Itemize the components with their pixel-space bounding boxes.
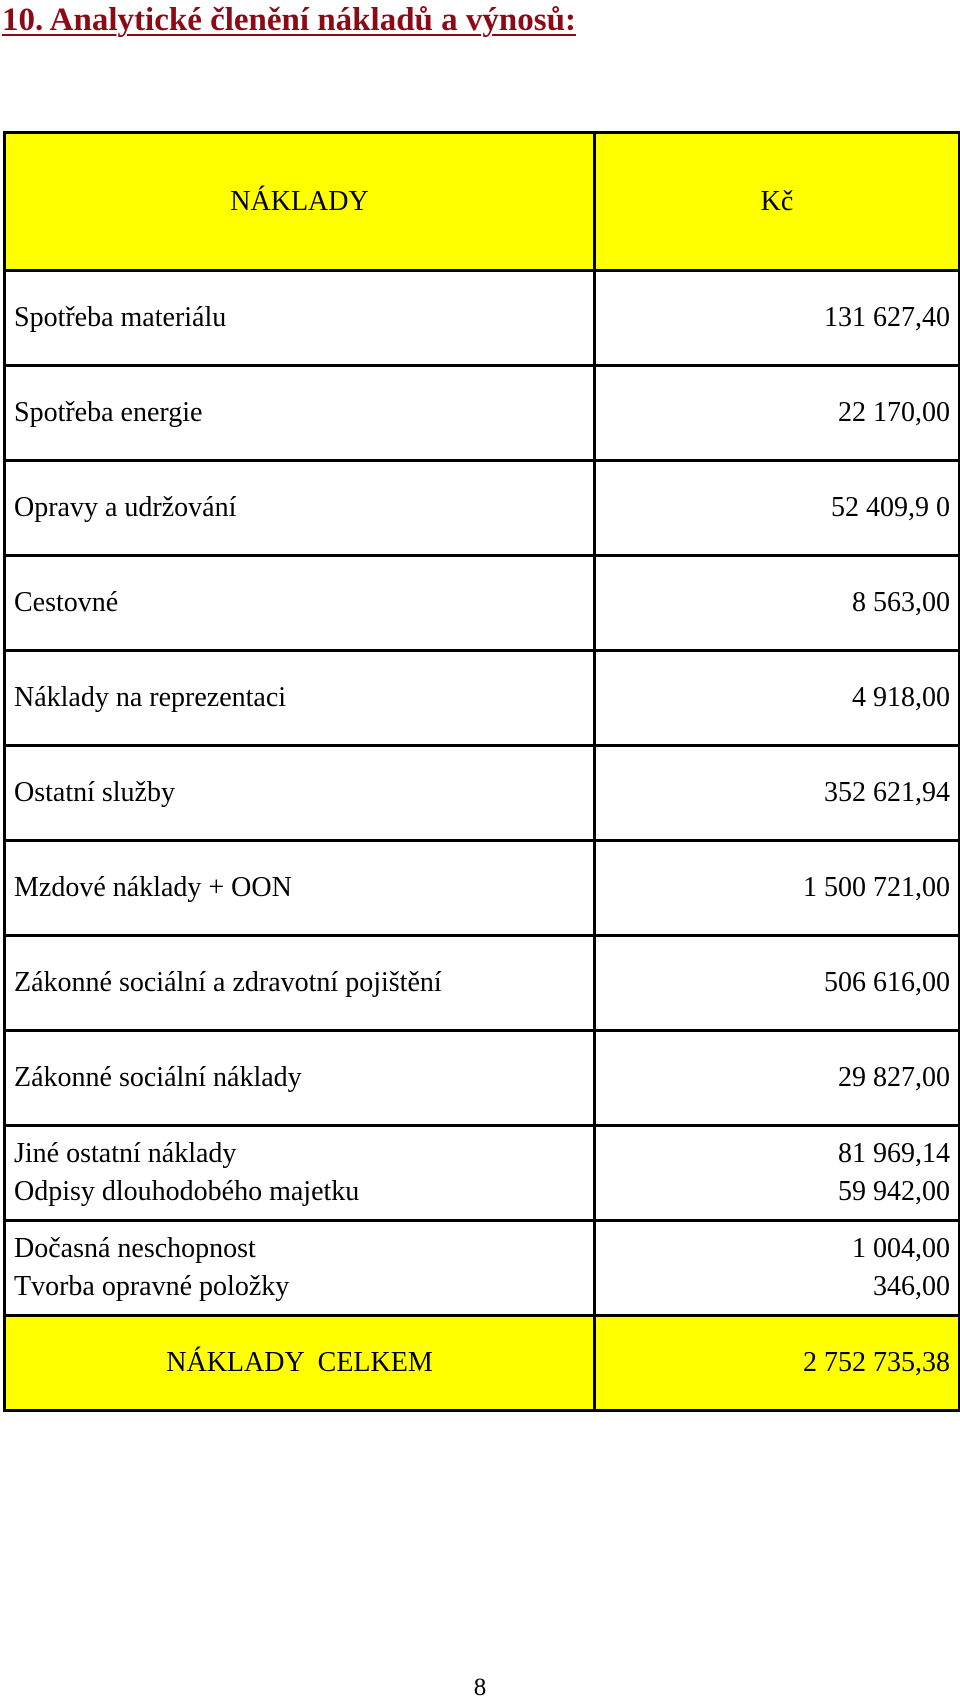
- table-row: [5, 271, 960, 366]
- table-row: [5, 1031, 960, 1126]
- row-amount: 4 918,00: [595, 651, 960, 746]
- table-row: [5, 651, 960, 746]
- row-amount: 1 500 721,00: [595, 841, 960, 936]
- table-row: [5, 1221, 960, 1316]
- row-label: Zákonné sociální náklady: [5, 1031, 595, 1126]
- row-amount: 52 409,9 0: [595, 461, 960, 556]
- row-amount: 8 563,00: [595, 556, 960, 651]
- table-row: [5, 366, 960, 461]
- total-label: NÁKLADY CELKEM: [5, 1316, 595, 1411]
- row-amount: 131 627,40: [595, 271, 960, 366]
- table-row: [5, 936, 960, 1031]
- row-label: Spotřeba materiálu: [5, 271, 595, 366]
- row-amount: 29 827,00: [595, 1031, 960, 1126]
- row-amount: 81 969,14: [838, 1138, 950, 1169]
- row-label-group: [5, 1221, 595, 1316]
- row-amount-group: [595, 1221, 960, 1316]
- page-number: 8: [473, 1674, 487, 1701]
- row-amount-group: [595, 1126, 960, 1221]
- row-amount: 506 616,00: [595, 936, 960, 1031]
- row-label-secondary: Tvorba opravné položky: [14, 1271, 290, 1302]
- table-row: [5, 746, 960, 841]
- page-heading: 10. Analytické členění nákladů a výnosů:: [2, 2, 576, 38]
- row-label: Cestovné: [5, 556, 595, 651]
- total-amount: 2 752 735,38: [595, 1316, 960, 1411]
- costs-table: [3, 131, 960, 1412]
- row-label: Ostatní služby: [5, 746, 595, 841]
- row-label: Opravy a udržování: [5, 461, 595, 556]
- row-label: Spotřeba energie: [5, 366, 595, 461]
- header-costs-label: NÁKLADY: [5, 133, 595, 271]
- table-header-row: [5, 133, 960, 271]
- row-label: Jiné ostatní náklady: [14, 1138, 237, 1169]
- table-row: [5, 556, 960, 651]
- row-label-group: [5, 1126, 595, 1221]
- row-label: Náklady na reprezentaci: [5, 651, 595, 746]
- row-label: Mzdové náklady + OON: [5, 841, 595, 936]
- row-label-secondary: Odpisy dlouhodobého majetku: [14, 1176, 360, 1207]
- row-label: Dočasná neschopnost: [14, 1233, 256, 1264]
- total-row: [5, 1316, 960, 1411]
- row-amount: 1 004,00: [852, 1233, 950, 1264]
- header-currency-label: Kč: [595, 133, 960, 271]
- row-amount: 352 621,94: [595, 746, 960, 841]
- table-row: [5, 461, 960, 556]
- row-label: Zákonné sociální a zdravotní pojištění: [5, 936, 595, 1031]
- row-amount-secondary: 346,00: [873, 1271, 950, 1302]
- row-amount-secondary: 59 942,00: [838, 1176, 950, 1207]
- table-row: [5, 841, 960, 936]
- row-amount: 22 170,00: [595, 366, 960, 461]
- table-row: [5, 1126, 960, 1221]
